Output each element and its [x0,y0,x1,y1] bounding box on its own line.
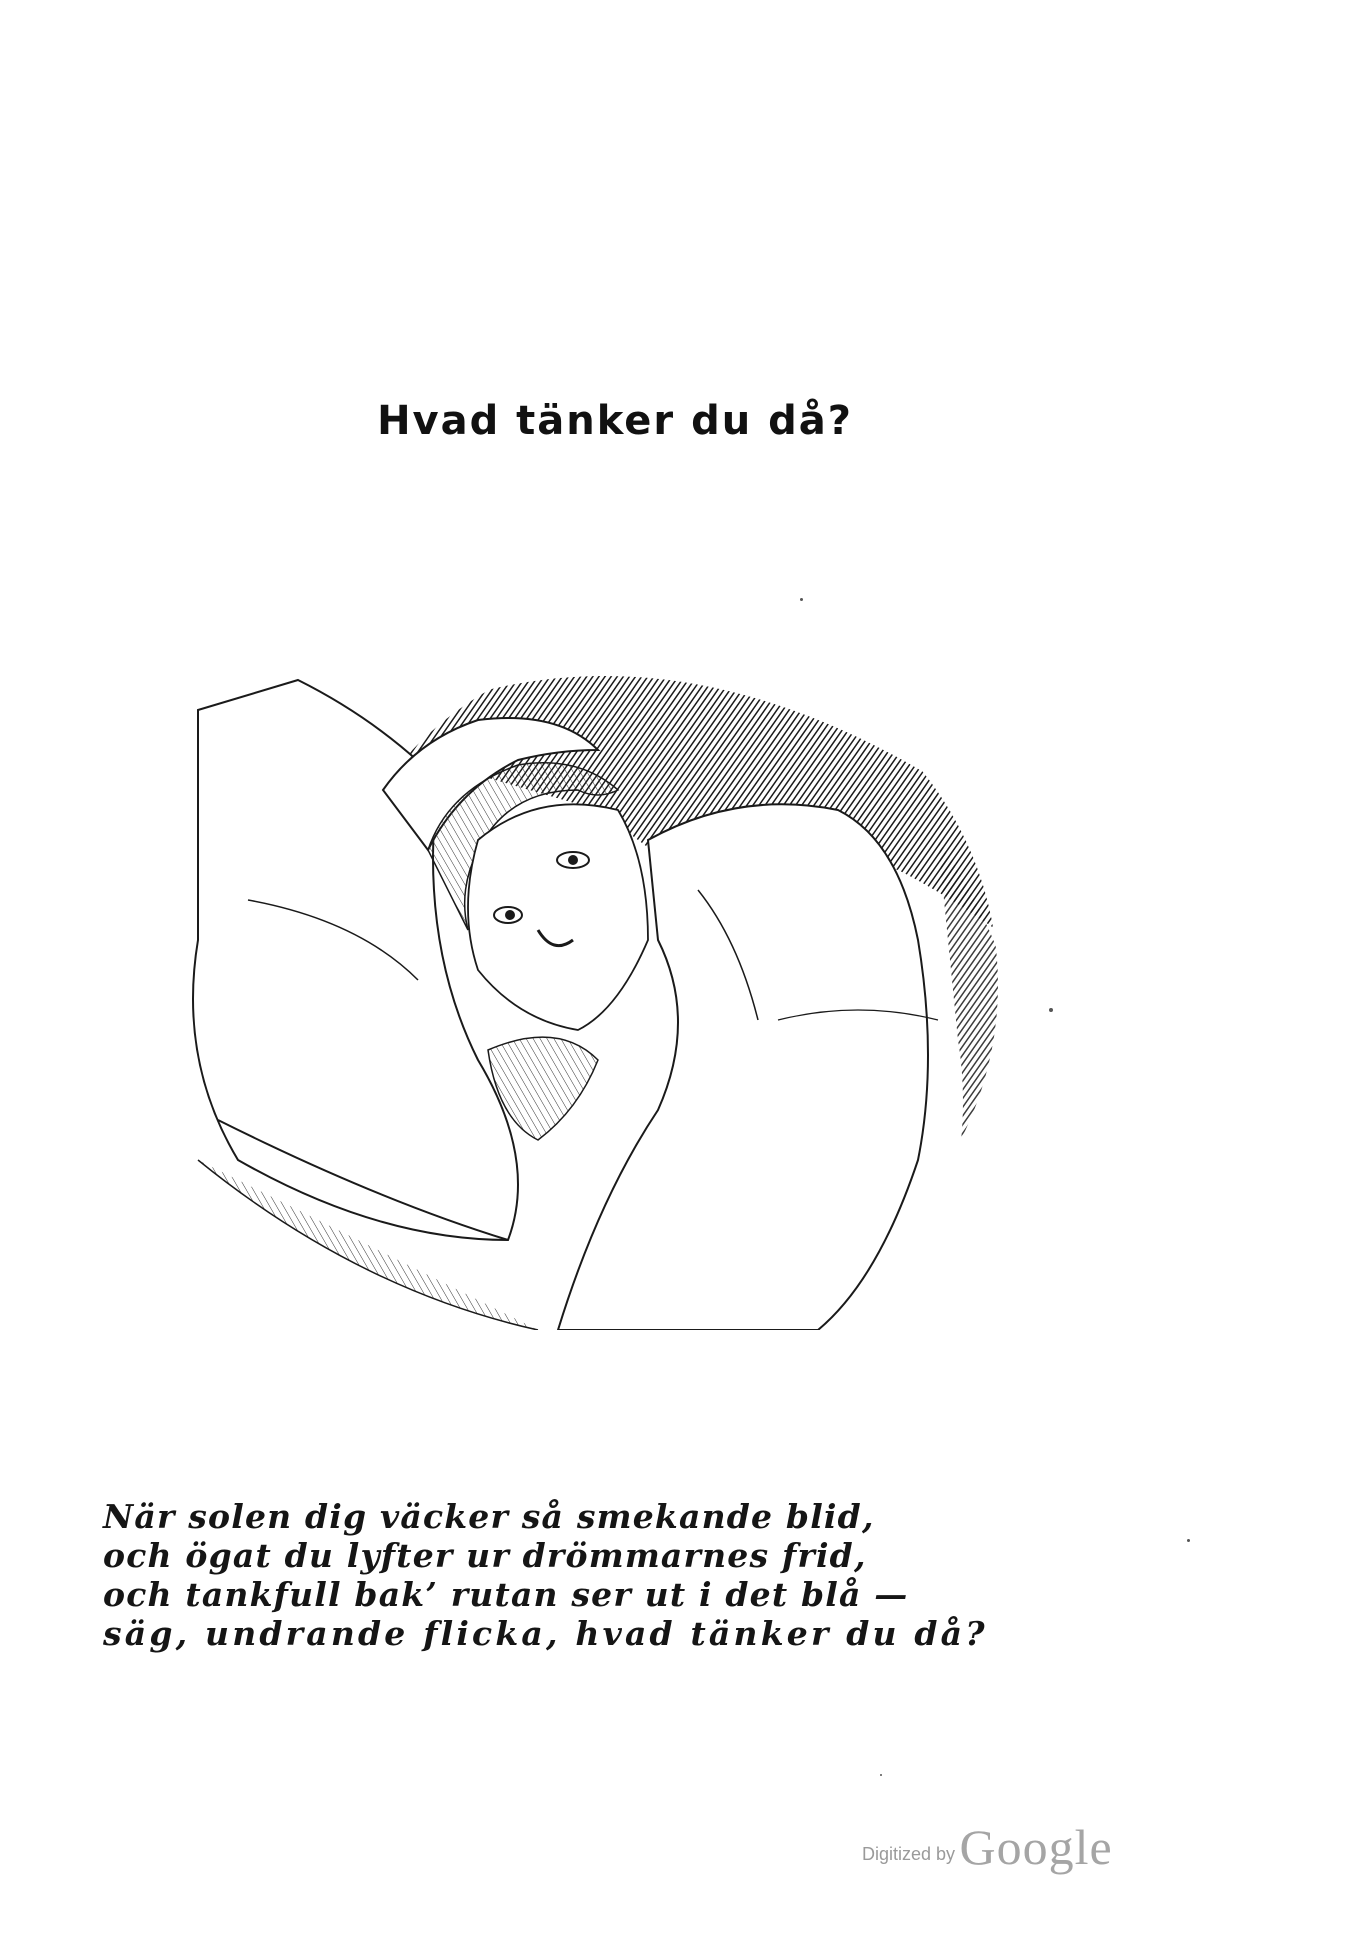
poem-line-2: och ögat du lyfter ur drömmarnes frid, [103,1536,867,1575]
illustration-woman-in-bed [178,640,1058,1330]
scan-speck [1049,1008,1053,1012]
scan-speck [880,1774,882,1776]
scan-speck [1187,1539,1190,1542]
poem-line-4: säg, undrande flicka, hvad tänker du då? [103,1614,988,1653]
google-logo-text: Google [959,1819,1113,1875]
digitized-by-google-watermark [862,1818,1113,1876]
poem-line-1: När solen dig väcker så smekande blid, [103,1497,875,1536]
poem-line-3: och tankfull bak’ rutan ser ut i det blå — [103,1575,909,1614]
poem [103,1497,1003,1653]
digitized-label: Digitized by [862,1844,956,1864]
scan-speck [800,598,803,601]
page-title: Hvad tänker du då? [377,398,853,444]
engraving-image [178,640,1058,1330]
